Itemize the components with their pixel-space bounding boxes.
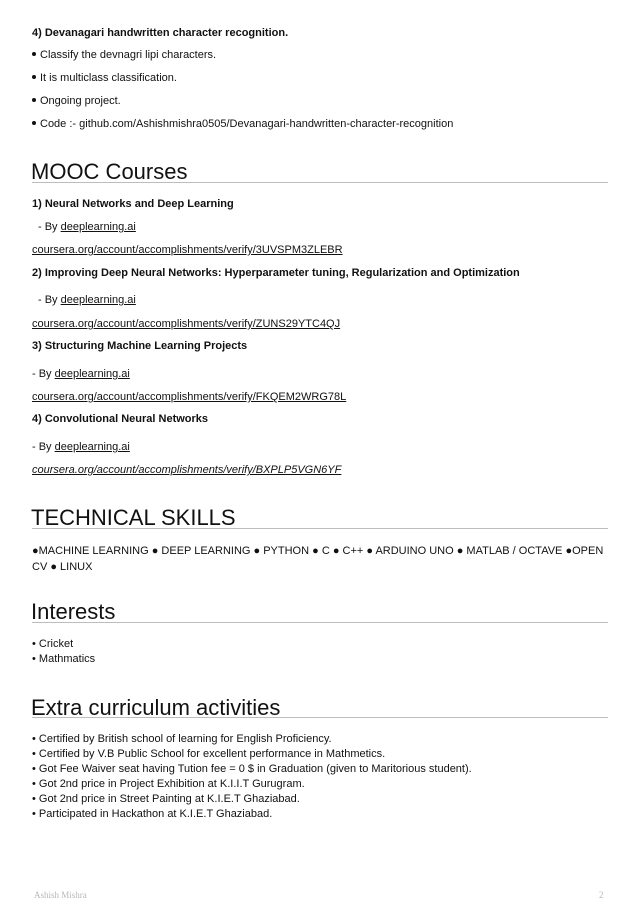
skills-list: ●MACHINE LEARNING ● DEEP LEARNING ● PYTHON ● C ● C++ ● ARDUINO UNO ● MATLAB / OCTAVE ●OPEN CV ● LINUX xyxy=(32,545,604,573)
by-prefix: - By xyxy=(32,441,52,453)
footer-name: Ashish Mishra xyxy=(34,890,87,900)
project-bullet xyxy=(32,117,453,131)
project-bullet-text: Ongoing project. xyxy=(40,95,121,107)
course-provider xyxy=(32,367,130,381)
provider-link[interactable]: deeplearning.ai xyxy=(54,441,130,453)
course-title: 3) Structuring Machine Learning Projects xyxy=(32,340,248,352)
bullet-icon xyxy=(32,52,36,56)
by-prefix: - By xyxy=(38,294,58,306)
bullet-icon xyxy=(32,98,36,102)
project-bullet-text: Classify the devnagri lipi characters. xyxy=(40,49,217,61)
section-heading-skills: TECHNICAL SKILLS xyxy=(31,505,236,530)
section-heading-extra: Extra curriculum activities xyxy=(31,695,281,720)
project-title: 4) Devanagari handwritten character recognition. xyxy=(32,27,289,39)
activity-item: • Certified by British school of learning for English Proficiency. xyxy=(32,733,332,745)
activity-item: • Certified by V.B Public School for excellent performance in Mathmetics. xyxy=(32,748,386,760)
course-provider xyxy=(32,440,130,454)
section-divider xyxy=(32,622,608,623)
course-title: 2) Improving Deep Neural Networks: Hyperparameter tuning, Regularization and Optimization xyxy=(32,267,520,279)
project-code-link: Code :- github.com/Ashishmishra0505/Devanagari-handwritten-character-recognition xyxy=(40,118,454,130)
section-heading-interests: Interests xyxy=(31,599,116,624)
section-divider xyxy=(32,182,608,183)
certificate-link[interactable]: coursera.org/account/accomplishments/verify/3UVSPM3ZLEBR xyxy=(32,244,343,256)
course-provider xyxy=(38,220,136,234)
interest-item: • Cricket xyxy=(32,638,74,650)
bullet-icon xyxy=(32,75,36,79)
project-bullet xyxy=(32,71,177,85)
by-prefix: - By xyxy=(38,221,58,233)
project-bullet xyxy=(32,94,121,108)
provider-link[interactable]: deeplearning.ai xyxy=(60,294,136,306)
course-title: 4) Convolutional Neural Networks xyxy=(32,413,209,425)
project-bullet xyxy=(32,48,216,62)
activity-item: • Got 2nd price in Street Painting at K.I.E.T Ghaziabad. xyxy=(32,793,300,805)
section-divider xyxy=(32,717,608,718)
certificate-link[interactable]: coursera.org/account/accomplishments/verify/BXPLP5VGN6YF xyxy=(32,464,342,476)
activity-item: • Got Fee Waiver seat having Tution fee = 0 $ in Graduation (given to Maritorious student). xyxy=(32,763,472,775)
section-heading-mooc: MOOC Courses xyxy=(31,159,188,184)
project-bullet-text: It is multiclass classification. xyxy=(40,72,177,84)
provider-link[interactable]: deeplearning.ai xyxy=(54,368,130,380)
certificate-link[interactable]: coursera.org/account/accomplishments/verify/ZUNS29YTC4QJ xyxy=(32,318,341,330)
course-title: 1) Neural Networks and Deep Learning xyxy=(32,198,234,210)
course-provider xyxy=(38,293,136,307)
by-prefix: - By xyxy=(32,368,52,380)
bullet-icon xyxy=(32,121,36,125)
activity-item: • Participated in Hackathon at K.I.E.T Ghaziabad. xyxy=(32,808,273,820)
activity-item: • Got 2nd price in Project Exhibition at K.I.I.T Gurugram. xyxy=(32,778,305,790)
footer-page-number: 2 xyxy=(599,890,604,900)
certificate-link[interactable]: coursera.org/account/accomplishments/verify/FKQEM2WRG78L xyxy=(32,391,347,403)
interest-item: • Mathmatics xyxy=(32,653,96,665)
provider-link[interactable]: deeplearning.ai xyxy=(60,221,136,233)
section-divider xyxy=(32,528,608,529)
